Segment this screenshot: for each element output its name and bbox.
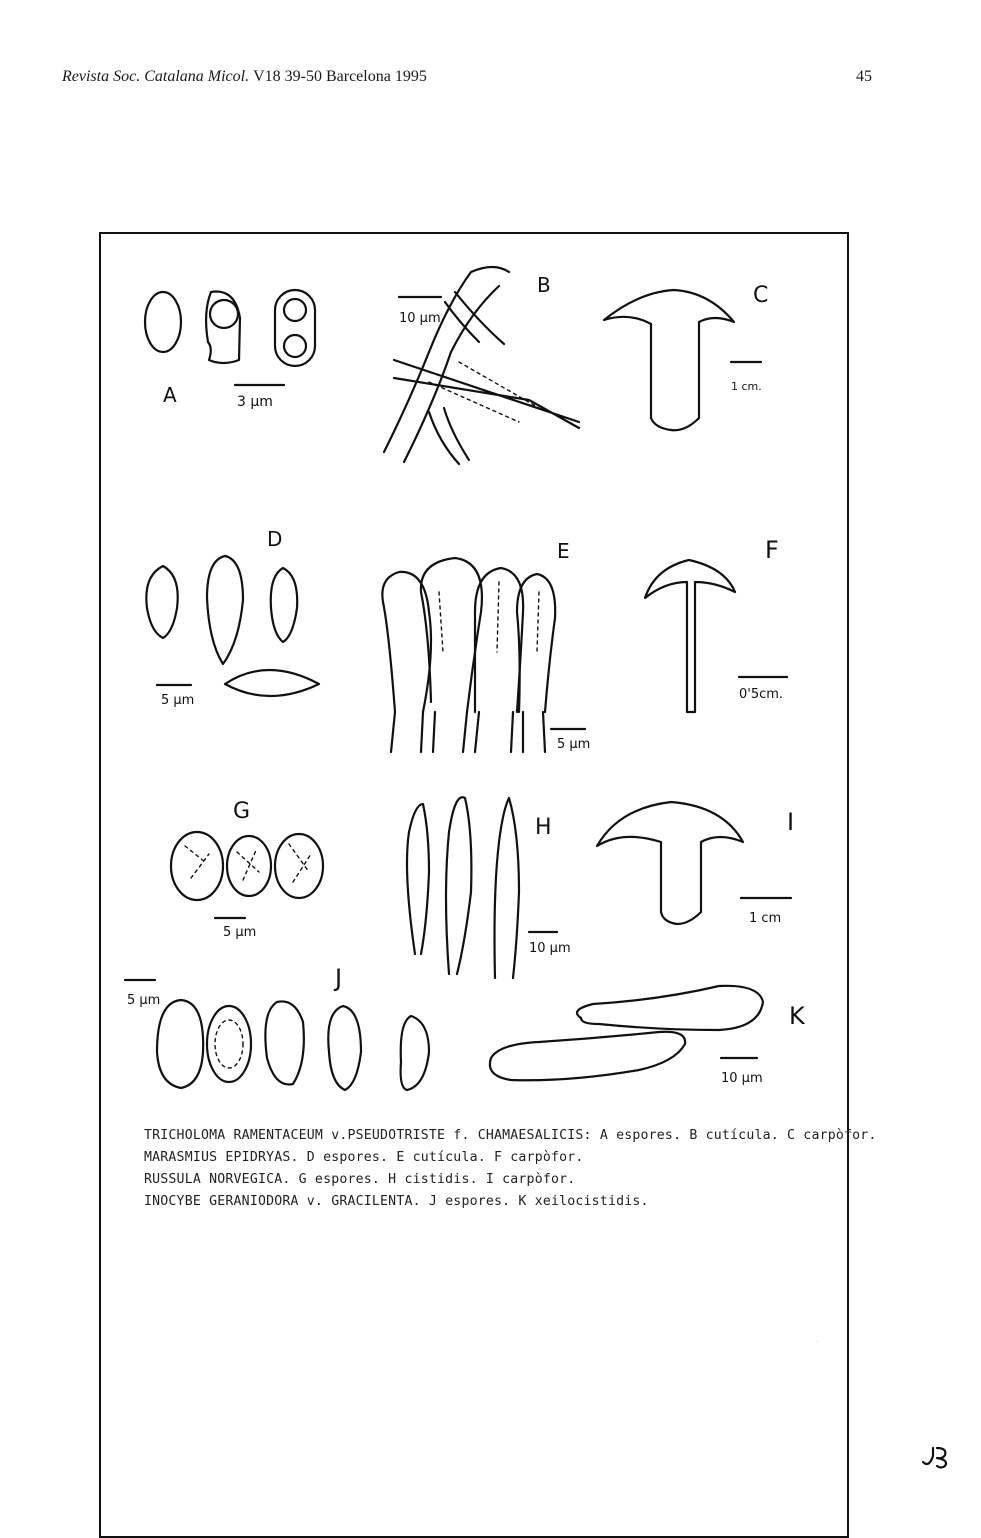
figure-i-carpophore (597, 802, 794, 926)
figure-g-label: G (233, 799, 251, 824)
volume-info: V18 39-50 Barcelona 1995 (253, 68, 427, 85)
figure-b-label: B (537, 273, 551, 297)
figure-e-cuticle (382, 539, 590, 752)
plate-drawing (99, 232, 877, 1538)
figure-b-scale: 10 μm (399, 311, 441, 326)
figure-k-scale: 10 μm (721, 1071, 763, 1086)
figure-j-scale: 5 μm (127, 993, 161, 1008)
figure-c-scale: 1 cm. (731, 380, 762, 393)
figure-f-carpophore (645, 536, 787, 712)
figure-k-label: K (789, 1002, 805, 1030)
figure-f-label: F (765, 536, 779, 564)
figure-caption (144, 1125, 877, 1213)
figure-k-cheilocystidia (490, 986, 806, 1086)
plate-frame (100, 233, 877, 1537)
figure-a-spores (145, 290, 315, 410)
figure-g-spores (171, 799, 323, 940)
figure-i-label: I (787, 808, 795, 836)
artist-initials (817, 1342, 957, 1477)
figure-f-scale: 0'5cm. (739, 687, 784, 702)
figure-i-scale: 1 cm (749, 911, 782, 926)
figure-h-scale: 10 μm (529, 941, 571, 956)
figure-e-scale: 5 μm (557, 737, 591, 752)
caption-line-tricholoma: TRICHOLOMA RAMENTACEUM v.PSEUDOTRISTE f. CHAMAESALICIS: A espores. B cutícula. C carpòfor. (144, 1128, 877, 1143)
initials-glyph (817, 1342, 957, 1472)
figure-h-label: H (535, 815, 552, 840)
figure-j-label: J (335, 964, 343, 992)
figure-d-scale: 5 μm (161, 693, 195, 708)
figure-d-label: D (267, 527, 283, 551)
figure-h-cystidia (407, 797, 571, 978)
figure-plate (99, 232, 877, 1538)
caption-line-inocybe: INOCYBE GERANIODORA v. GRACILENTA. J espores. K xeilocistidis. (144, 1194, 649, 1209)
figure-e-label: E (557, 539, 570, 563)
figure-c-label: C (753, 283, 769, 308)
figure-b-cuticle (384, 267, 579, 464)
running-head (62, 68, 427, 86)
figure-c-carpophore (604, 283, 768, 430)
initials-text: JB (817, 1342, 819, 1343)
figure-d-spores (146, 527, 319, 708)
caption-line-russula: RUSSULA NORVEGICA. G espores. H cistidis. I carpòfor. (144, 1172, 576, 1187)
journal-name: Revista Soc. Catalana Micol. (62, 68, 250, 85)
figure-a-scale: 3 μm (237, 394, 273, 410)
figure-j-spores (125, 964, 429, 1090)
figure-g-scale: 5 μm (223, 925, 257, 940)
figure-a-label: A (163, 383, 177, 407)
page-number: 45 (856, 68, 872, 85)
caption-line-marasmius: MARASMIUS EPIDRYAS. D espores. E cutícula. F carpòfor. (144, 1150, 584, 1165)
